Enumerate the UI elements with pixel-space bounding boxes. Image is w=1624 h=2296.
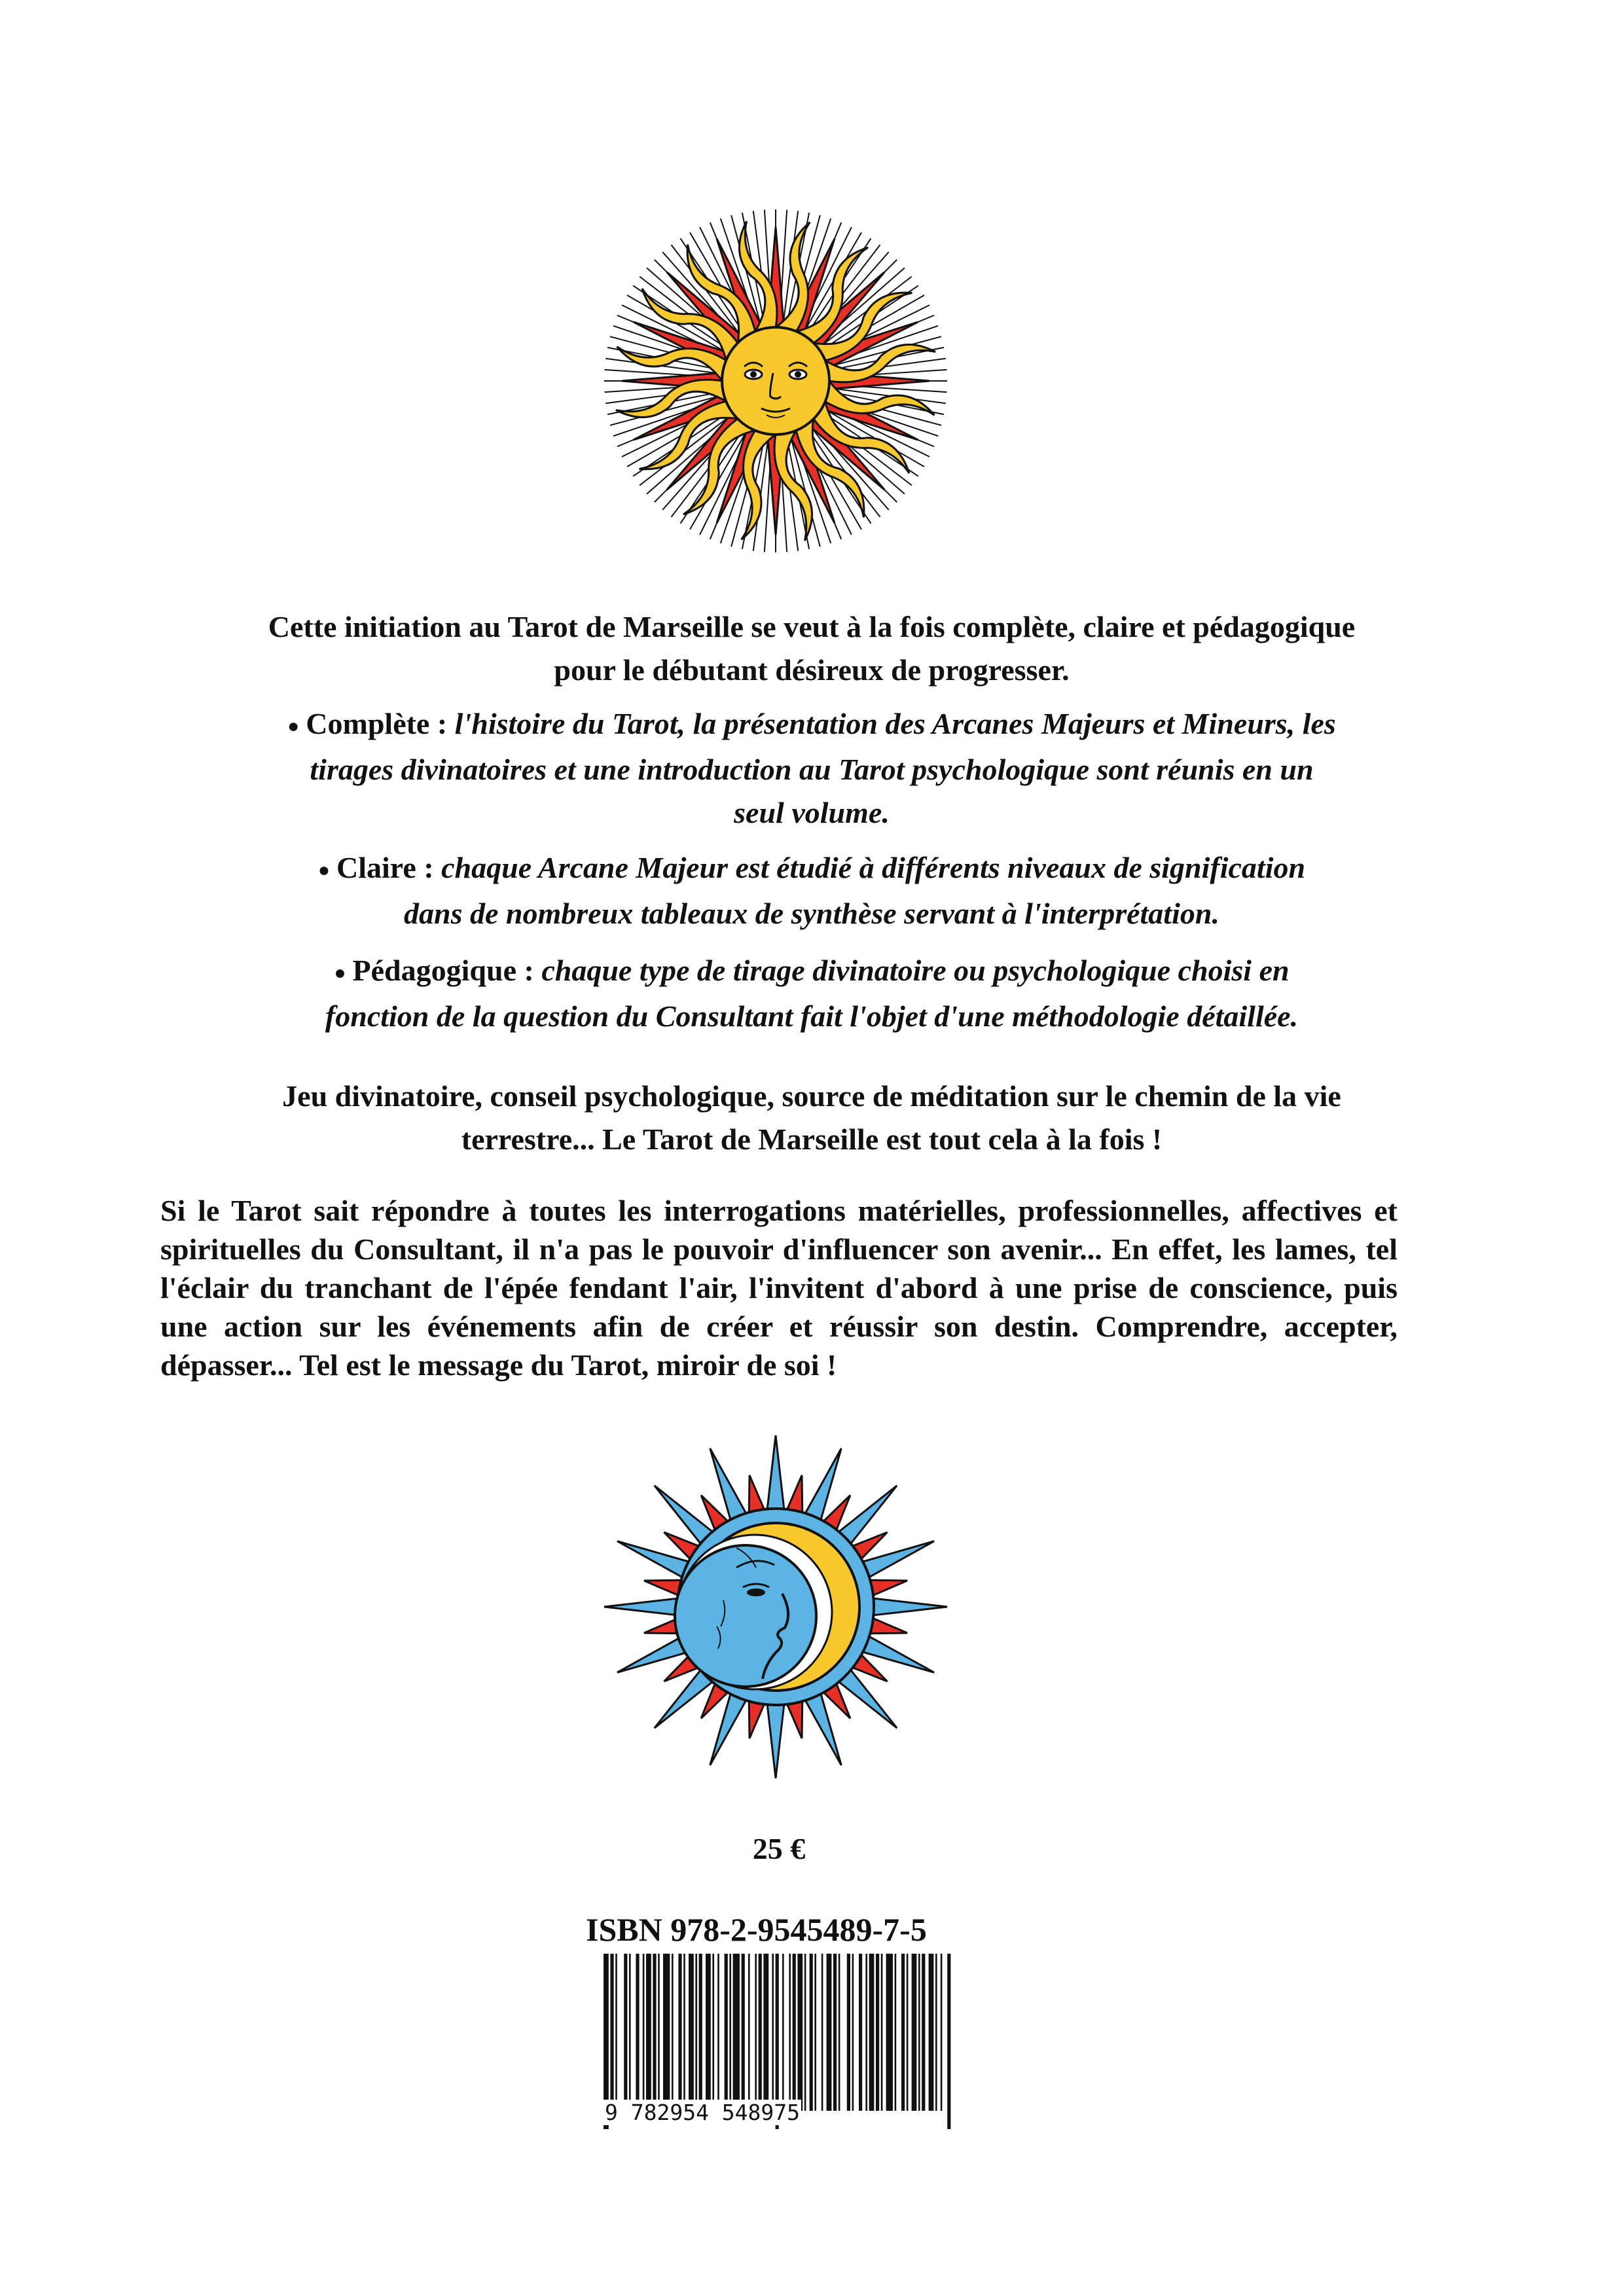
barcode-bar [907,1954,909,2111]
sun-face-icon [599,200,952,563]
barcode-bar [610,1954,613,2111]
bullet-label: Complète : [306,707,448,740]
barcode-digits: 9 782954 548975 [605,2100,801,2125]
barcode-bar [689,1954,694,2111]
bullet-text-line: l'histoire du Tarot, la présentation des Arcanes Majeurs et Mineurs, les [454,707,1336,740]
barcode-bar [901,1954,905,2111]
moon-ray [767,1435,785,1516]
barcode-bar [615,1954,617,2111]
barcode-bar [797,1954,803,2111]
barcode-bar [869,1954,875,2111]
barcode-bar [886,1954,893,2111]
barcode-bar [833,1954,837,2111]
jeu-text [157,1075,1466,1161]
barcode-bar [839,1954,840,2111]
barcode-bar [782,1954,784,2111]
barcode-bar [658,1954,660,2111]
barcode-bar [918,1954,920,2111]
barcode-bar [672,1954,674,2111]
barcode-bar [678,1954,681,2111]
barcode-bar [759,1954,762,2111]
bullet-dot: ● [287,715,300,738]
bullet-claire [170,846,1453,935]
price: 25 € [752,1832,806,1865]
barcode-bar [881,1954,883,2111]
bullet-text-line: fonction de la question du Consultant fait l'objet d'une méthodologie détaillée. [325,999,1299,1033]
moon-ray [867,1598,947,1616]
crescent-moon-face-icon [599,1426,952,1789]
barcode-bar [772,1954,774,2111]
barcode-bar [706,1954,711,2111]
barcode-bar [755,1954,757,2111]
bullet-text-line: dans de nombreux tableaux de synthèse servant à l'interprétation. [404,897,1219,931]
barcode-bar [793,1954,796,2111]
barcode-bar [912,1954,917,2111]
barcode-bar [717,1954,719,2111]
barcode-bar [929,1954,934,2111]
bullet-text-line: seul volume. [734,796,890,830]
barcode-bar [865,1954,867,2111]
barcode-bar [636,1954,639,2111]
barcode-bar [922,1954,925,2111]
bullet-dot: ● [317,859,331,882]
intro-text [157,605,1466,692]
barcode-bar [712,1954,714,2111]
bullet-pedagogique [170,949,1453,1038]
barcode-bar [683,1954,685,2111]
barcode-bar [810,1954,813,2111]
barcode-bar [814,1954,816,2111]
bullet-dot: ● [334,962,346,984]
barcode-bar [742,1954,745,2111]
bullet-label: Pédagogique : [352,954,534,987]
barcode-bar [653,1954,656,2111]
intro-line-1: Cette initiation au Tarot de Marseille se veut à la fois complète, claire et pédagogique [268,610,1356,643]
barcode-bar [646,1954,651,2111]
jeu-line-1: Jeu divinatoire, conseil psychologique, source de méditation sur le chemin de la vie [282,1079,1341,1113]
barcode-bar [821,1954,823,2111]
moon-ray [767,1698,785,1778]
intro-line-2: pour le débutant désireux de progresser. [554,653,1070,687]
barcode-bar [941,1954,943,2111]
moon-ray [604,1598,685,1616]
bullet-text-line: tirages divinatoires et une introduction au Tarot psychologique sont réunis en un [310,753,1314,787]
barcode-bar [895,1954,897,2111]
bullet-label: Claire : [336,851,434,884]
barcode-bar [699,1954,702,2111]
barcode-bar [725,1954,728,2111]
bullet-text-line: chaque type de tirage divinatoire ou psychologique choisi en [541,954,1290,987]
barcode-bar [763,1954,768,2111]
main-paragraph: Si le Tarot sait répondre à toutes les interrogations matérielles, professionnelles, affectives et spirituelles du Consultant, il n'a pas le pouvoir d'influencer son avenir... En effet, les lames, tel l'éclair du tranchant de l'épée fendant l'air, l'invitent d'abord à une prise de conscience, puis une action sur les événements afin de créer et réussir son destin. Comprendre, accepter, dépasser... Tel est le message du Tarot, miroir de soi ! [160,1194,1398,1382]
barcode-bar [789,1954,791,2111]
barcode-bar [624,1954,627,2111]
barcode-bar [935,1954,937,2111]
barcode-bar [748,1954,750,2111]
barcode-bar [947,1954,950,2129]
barcode-bar [847,1954,850,2111]
barcode-bar [629,1954,631,2111]
barcode-bar [695,1954,697,2111]
barcode-bar [804,1954,806,2111]
jeu-line-2: terrestre... Le Tarot de Marseille est tout cela à la fois ! [461,1122,1163,1156]
bullet-complete [167,702,1456,834]
barcode-bar [852,1954,854,2111]
barcode-bar [733,1954,740,2111]
barcode-bar [876,1954,879,2111]
barcode-bar [663,1954,670,2111]
barcode-bar [859,1954,862,2111]
bullet-text-line: chaque Arcane Majeur est étudié à différents niveaux de signification [441,851,1306,884]
barcode-bar [729,1954,731,2111]
barcode-bar [643,1954,645,2111]
barcode-bar [827,1954,832,2111]
isbn-label: ISBN 978-2-9545489-7-5 [586,1911,927,1948]
